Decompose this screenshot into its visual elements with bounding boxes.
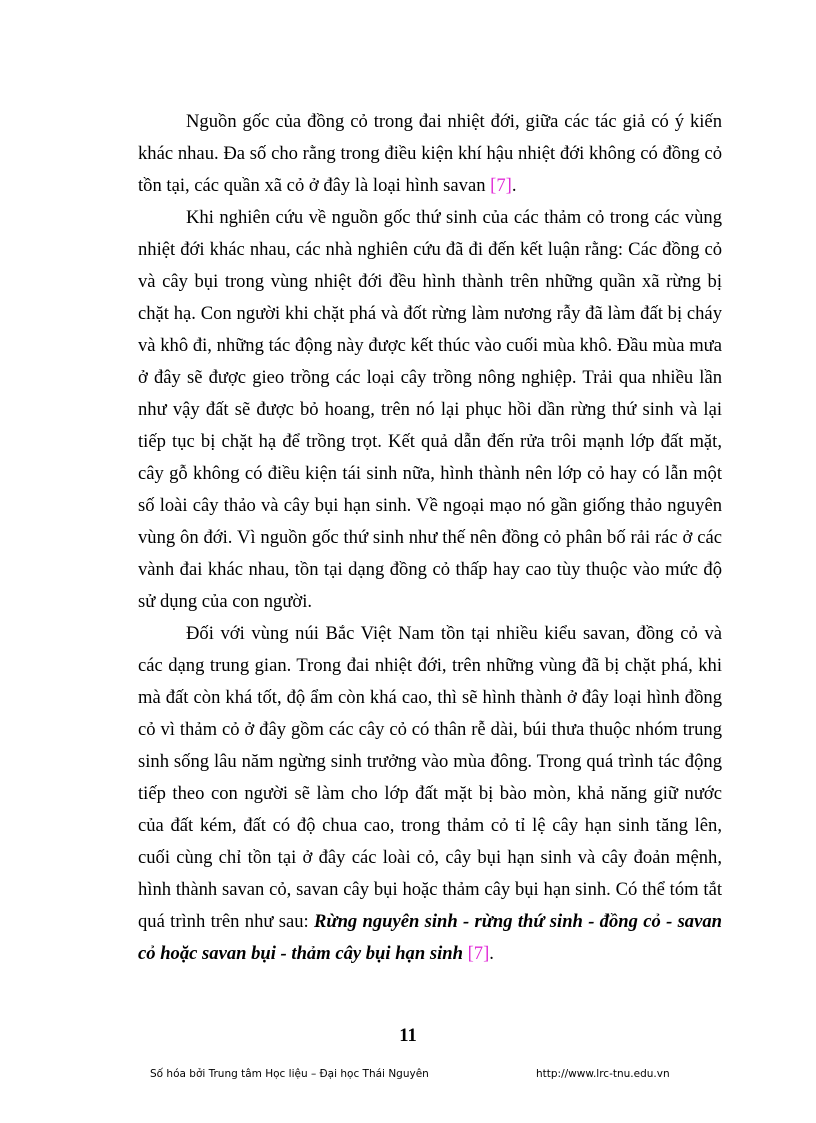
paragraph-1-end: . xyxy=(511,175,517,196)
footer-digitized-by: Số hóa bởi Trung tâm Học liệu – Đại học Thái Nguyên xyxy=(150,1068,429,1080)
paragraph-2-text: Khi nghiên cứu về nguồn gốc thứ sinh của các thảm cỏ trong các vùng nhiệt đới khác nhau, các nhà nghiên cứu đã đi đến kết luận rằng: Các đồng cỏ và cây bụi trong vùng nhiệt đới đều hình thành trên những quần xã rừng bị chặt hạ. Con người khi chặt phá và đốt rừng làm nương rẫy đã làm đất bị cháy và khô đi, những tác động này được kết thúc vào cuối mùa khô. Đầu mùa mưa ở đây sẽ được gieo trồng các loại cây trồng nông nghiệp. Trải qua nhiều lần như vậy đất sẽ được bỏ hoang, trên nó lại phục hồi dần rừng thứ sinh và lại tiếp tục bị chặt hạ để trồng trọt. Kết quả dẫn đến rửa trôi mạnh lớp đất mặt, cây gỗ không có điều kiện tái sinh nữa, hình thành nên lớp cỏ hay có lẫn một số loài cây thảo và cây bụi hạn sinh. Về ngoại mạo nó gần giống thảo nguyên vùng ôn đới. Vì nguồn gốc thứ sinh như thế nên đồng cỏ phân bố rải rác ở các vành đai khác nhau, tồn tại dạng đồng cỏ thấp hay cao tùy thuộc vào mức độ sử dụng của con người. xyxy=(138,207,722,612)
paragraph-1 xyxy=(138,106,722,202)
citation-2: [7] xyxy=(467,943,490,964)
paragraph-3 xyxy=(138,618,722,970)
citation-1: [7] xyxy=(490,175,512,196)
paragraph-2 xyxy=(138,202,722,618)
succession-summary: Rừng nguyên sinh - rừng thứ sinh - đồng cỏ - savan cỏ hoặc savan bụi - thảm cây bụi hạn sinh xyxy=(138,911,722,964)
footer-url-link[interactable]: http://www.lrc-tnu.edu.vn xyxy=(536,1068,670,1080)
paragraph-1-text: Nguồn gốc của đồng cỏ trong đai nhiệt đới, giữa các tác giả có ý kiến khác nhau. Đa số cho rằng trong điều kiện khí hậu nhiệt đới không có đồng cỏ tồn tại, các quần xã cỏ ở đây là loại hình savan xyxy=(138,111,722,196)
body-text xyxy=(138,106,722,970)
page-number: 11 xyxy=(399,1025,417,1046)
paragraph-3-text: Đối với vùng núi Bắc Việt Nam tồn tại nhiều kiểu savan, đồng cỏ và các dạng trung gian. Trong đai nhiệt đới, trên những vùng đã bị chặt phá, khi mà đất còn khá tốt, độ ẩm còn khá cao, thì sẽ hình thành ở đây loại hình đồng cỏ vì thảm cỏ ở đây gồm các cây cỏ có thân rễ dài, búi thưa thuộc nhóm trung sinh sống lâu năm ngừng sinh trưởng vào mùa đông. Trong quá trình tác động tiếp theo con người sẽ làm cho lớp đất mặt bị bào mòn, khả năng giữ nước của đất kém, đất có độ chua cao, trong thảm cỏ tỉ lệ cây hạn sinh tăng lên, cuối cùng chỉ tồn tại ở đây các loài cỏ, cây bụi hạn sinh và cây đoản mệnh, hình thành savan cỏ, savan cây bụi hoặc thảm cây bụi hạn sinh. Có thể tóm tắt quá trình trên như sau: xyxy=(138,623,722,932)
paragraph-3-end: . xyxy=(489,943,494,964)
